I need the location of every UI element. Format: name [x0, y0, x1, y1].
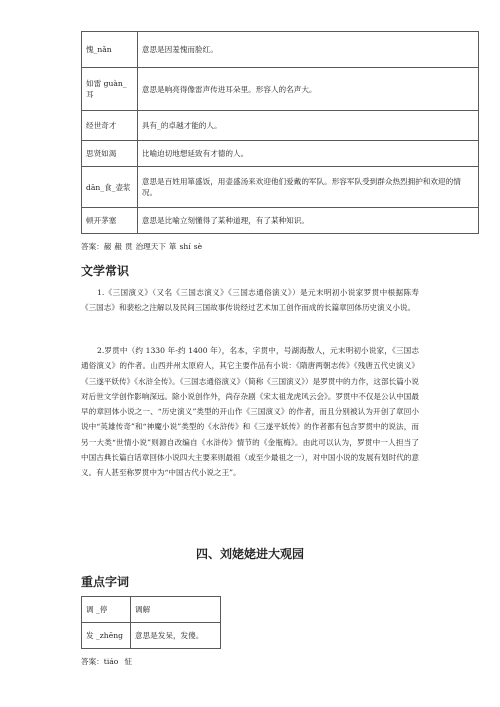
word-cell: 调 _停: [82, 597, 131, 623]
word-cell: 发 _zhēng: [82, 623, 131, 649]
key-words-table: [81, 596, 221, 649]
table-row: [82, 208, 479, 234]
chapter-heading: 四、刘姥姥进大观园: [195, 547, 304, 561]
answer-line: [81, 656, 132, 667]
paragraph: 2.罗贯中（约 1330 年-约 1400 年），名本，字贯中，号湖海散人，元末明初小说家，《三国志通俗演义》的作者。山西并州太原府人，其它主要作品有小说：《隋唐两朝志传》《残唐五代史演义》《三遂平妖传》《水浒全传》。《三国志通俗演义》（简称《三国演义》）是罗贯中的力作，这部长篇小说对后世文学创作影响深远。除小说创作外，尚存杂剧《宋太祖龙虎风云会》。罗贯中不仅是公认中国最早的章回体小说之一、“历史演义”类型的开山作《三国演义》的作者，而且分别被认为开创了章回小说中“英雄传奇”和“神魔小说”类型的《水浒传》和《三遂平妖传》的作者都有包含罗贯中的说法，而另一大类“世情小说”则源自改编自《水浒传》情节的《金瓶梅》。由此可以认为，罗贯中一人担当了中国古典长篇白话章回体小说四大主要来则最祖（或至少最祖之一），对中国小说的发展有划时代的意义。有人甚至称罗贯中为“中国古代小说之王”。: [81, 346, 419, 478]
meaning-cell: 意思是百姓用箪盛饭，用壶盛汤来欢迎他们爱戴的军队。形容军队受到群众热烈拥护和欢迎的情况。: [137, 167, 478, 208]
word-cell: 如雷 guàn_耳: [82, 68, 138, 111]
meaning-cell: 调解: [131, 597, 221, 623]
vocab-table: [81, 31, 479, 234]
table-row: [82, 167, 479, 208]
meaning-cell: 意思是因羞愧而脸红。: [137, 32, 478, 68]
paragraph: 1.《三国演义》（又名《三国志演义》《三国志通俗演义》）是元末明初小说家罗贯中根据陈寿《三国志》和裴松之注解以及民间三国故事传说经过艺术加工创作而成的长篇章回体历史演义小说。: [81, 288, 419, 313]
meaning-cell: 意思是响亮得像雷声传进耳朵里。形容人的名声大。: [137, 68, 478, 111]
answer-item: 贯: [124, 242, 133, 251]
meaning-cell: 意思是比喻立刻懂得了某种道理，有了某种知识。: [137, 208, 478, 234]
table-row: [82, 623, 221, 649]
word-cell: 愧_nǎn: [82, 32, 138, 68]
table-row: [82, 111, 479, 141]
word-cell: 经世奇才: [82, 111, 138, 141]
table-row: [82, 597, 221, 623]
table-row: [82, 32, 479, 68]
table-row: [82, 141, 479, 167]
answer-item: 赧: [103, 242, 112, 251]
section-heading: 重点字词: [81, 575, 130, 589]
meaning-cell: 意思是发呆，发傻。: [131, 623, 221, 649]
answer-item: 赧: [114, 242, 122, 251]
table-row: [82, 68, 479, 111]
answer-item: 箪: [168, 242, 177, 251]
answer-label: 答案：: [81, 242, 104, 251]
answer-item: 怔: [124, 657, 132, 666]
meaning-cell: 比喻迫切地想延致有才德的人。: [137, 141, 478, 167]
answer-item: shí: [179, 242, 191, 251]
word-cell: 顿开茅塞: [82, 208, 138, 234]
answer-item: tiáo: [103, 657, 119, 666]
answer-item: 治理天下: [135, 242, 166, 251]
word-cell: dān_食_壶浆: [82, 167, 138, 208]
answer-label: 答案：: [81, 657, 104, 666]
section-heading: 文学常识: [81, 264, 130, 278]
answer-item: sè: [193, 242, 203, 251]
word-cell: 思贤如渴: [82, 141, 138, 167]
answer-line: [81, 241, 202, 252]
meaning-cell: 具有_的卓越才能的人。: [137, 111, 478, 141]
